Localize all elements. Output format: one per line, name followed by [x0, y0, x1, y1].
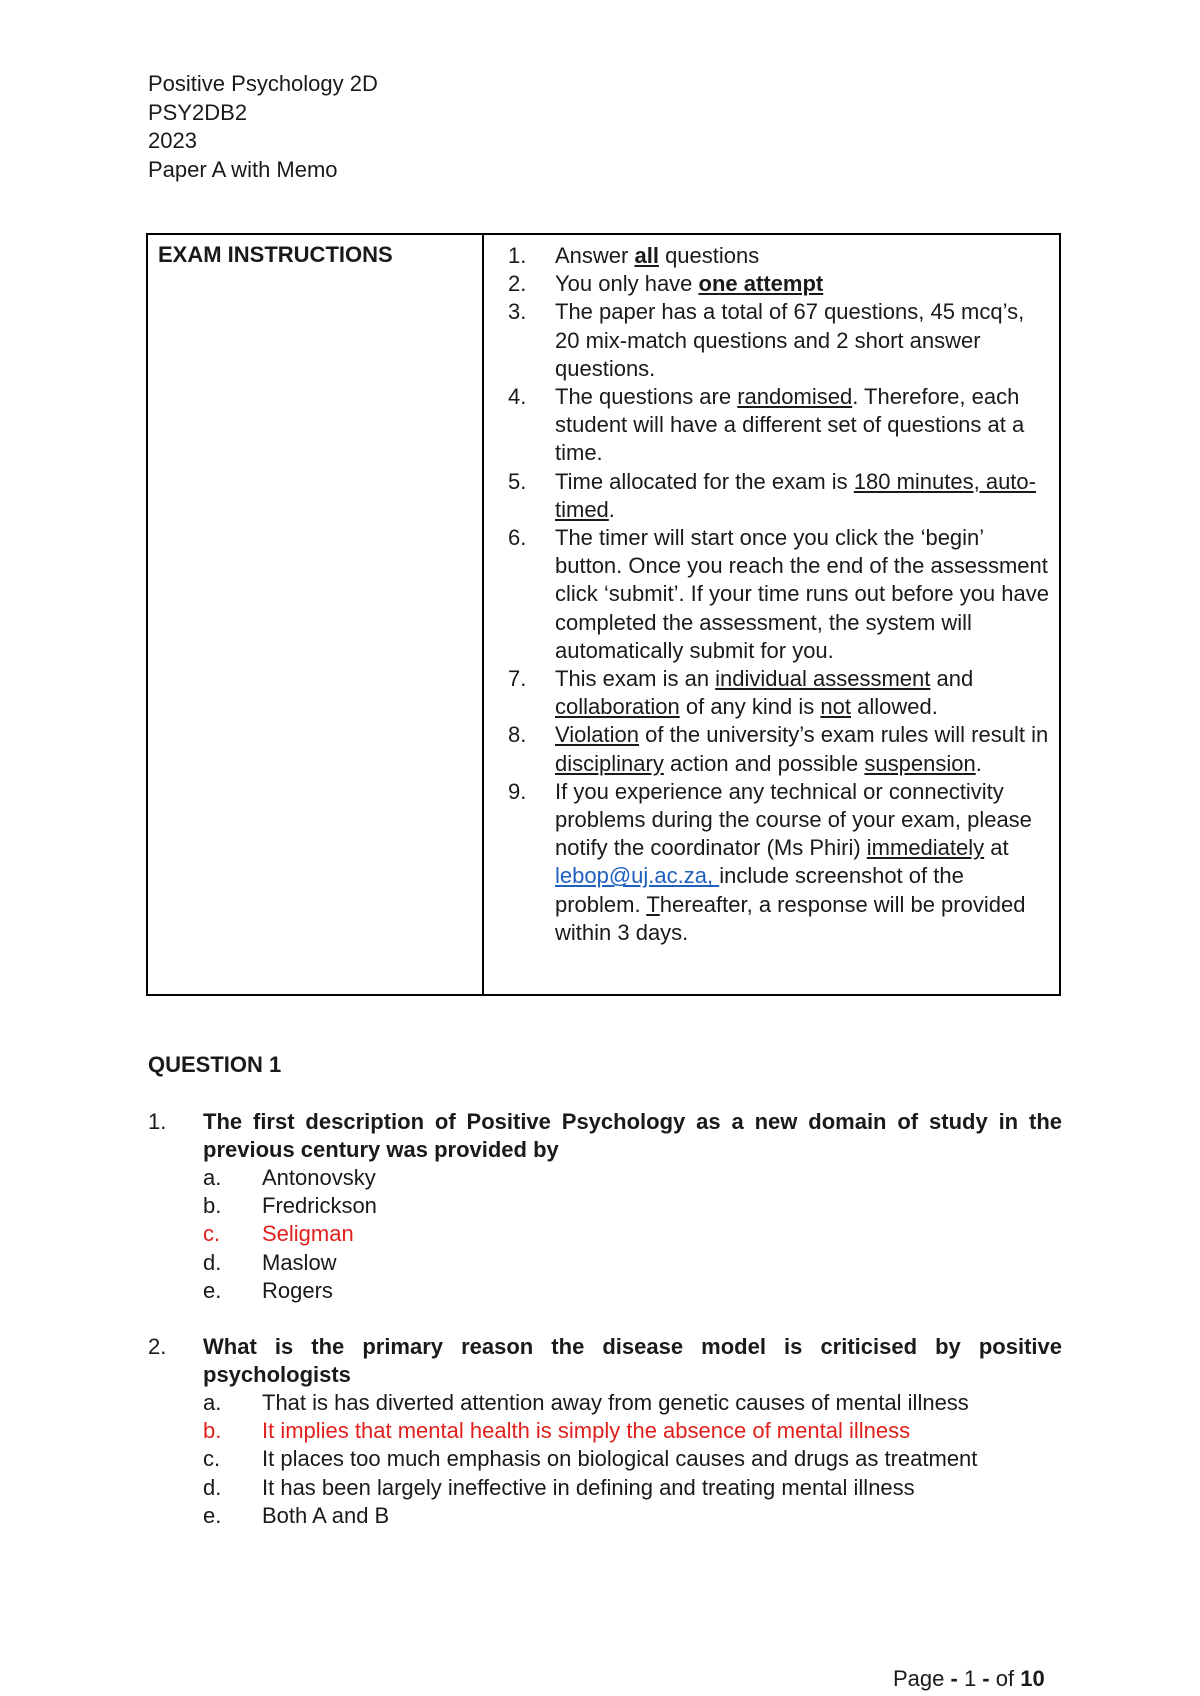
question-stem: 1. The first description of Positive Psychology as a new domain of study in the previous century was provided by: [148, 1109, 1062, 1162]
instruction-item: 2. You only have one attempt: [508, 271, 824, 297]
instruction-item: 7. This exam is an individual assessment and collaboration of any kind is not allowed.: [508, 666, 974, 720]
instructions-label: EXAM INSTRUCTIONS: [158, 242, 393, 267]
exam-instructions-table: [146, 233, 1061, 996]
instructions-list: [494, 242, 1049, 947]
answer-option: a. Antonovsky: [203, 1165, 376, 1190]
question-section-heading: QUESTION 1: [148, 1052, 282, 1077]
answer-option: c. It places too much emphasis on biological causes and drugs as treatment: [203, 1446, 978, 1472]
answer-option: e. Rogers: [203, 1277, 333, 1303]
document-header: [148, 70, 378, 184]
instructions-list-cell: [483, 234, 1060, 995]
instruction-item: 5. Time allocated for the exam is 180 minutes, auto-timed.: [508, 468, 1036, 522]
answer-option: d. Maslow: [203, 1249, 337, 1275]
question-1: [148, 1108, 1062, 1305]
answer-option: d. It has been largely ineffective in defining and treating mental illness: [203, 1474, 915, 1500]
question-2: [148, 1333, 1062, 1530]
coordinator-email-link[interactable]: lebop@uj.ac.za,: [555, 863, 720, 889]
question-stem: 2. What is the primary reason the disease model is criticised by positive psychologists: [148, 1334, 1062, 1387]
instruction-item: 6. The timer will start once you click the ‘begin’ button. Once you reach the end of the assessment click ‘submit’. If your time runs out before you have completed the assessment, the system will automatically submit for you.: [508, 525, 1049, 663]
answer-options: [148, 1389, 1062, 1530]
correct-answer-option: c. Seligman: [203, 1221, 354, 1247]
instruction-item: 9. If you experience any technical or connectivity problems during the course of your exam, please notify the coordinator (Ms Phiri) immediately at lebop@uj.ac.za, include screenshot of the problem. Thereafter, a response will be provided within 3 days.: [508, 778, 1032, 945]
answer-option: a. That is has diverted attention away from genetic causes of mental illness: [203, 1390, 969, 1415]
page-number-footer: Page - 1 - of 10: [893, 1666, 1045, 1691]
answer-options: [148, 1164, 1062, 1305]
paper-title: Paper A with Memo: [148, 156, 338, 182]
exam-year: 2023: [148, 128, 197, 153]
answer-option: e. Both A and B: [203, 1502, 390, 1528]
instructions-label-cell: [147, 234, 483, 995]
instruction-item: 3. The paper has a total of 67 questions, 45 mcq’s, 20 mix-match questions and 2 short answer questions.: [508, 299, 1025, 381]
instruction-item: 4. The questions are randomised. Therefore, each student will have a different set of questions at a time.: [508, 384, 1025, 466]
instruction-item: 8. Violation of the university’s exam rules will result in disciplinary action and possible suspension.: [508, 722, 1049, 776]
course-title: Positive Psychology 2D: [148, 71, 378, 96]
instruction-item: 1. Answer all questions: [508, 243, 760, 268]
total-pages: 10: [1020, 1666, 1045, 1691]
course-code: PSY2DB2: [148, 99, 248, 125]
question-number: 1.: [148, 1109, 167, 1134]
answer-option: b. Fredrickson: [203, 1193, 377, 1219]
correct-answer-option: b. It implies that mental health is simply the absence of mental illness: [203, 1418, 911, 1444]
question-number: 2.: [148, 1334, 167, 1359]
